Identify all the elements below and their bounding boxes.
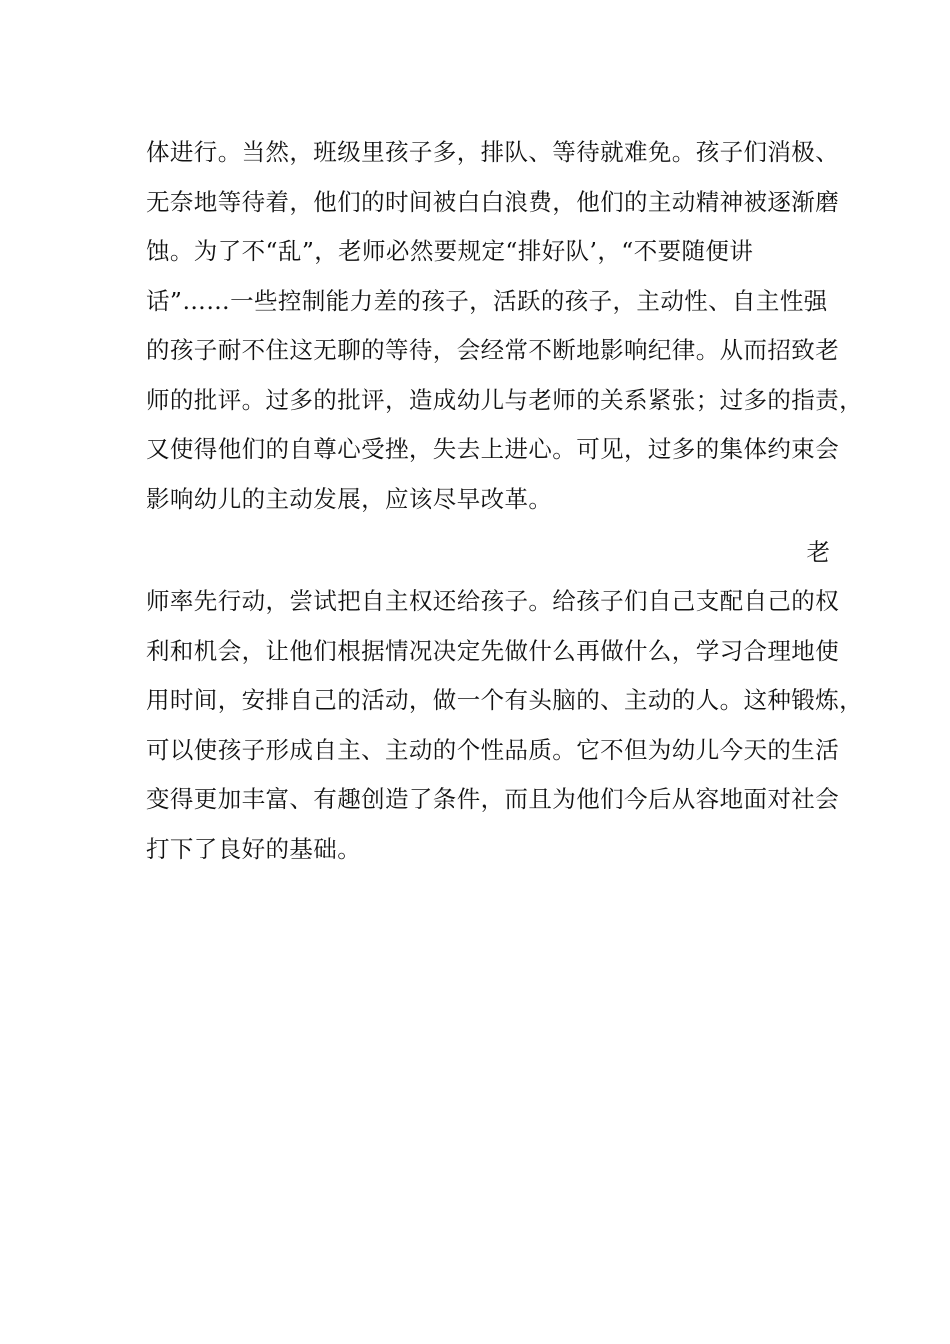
paragraph-2-line: 利和机会，让他们根据情况决定先做什么再做什么，学习合理地使 <box>146 636 840 665</box>
paragraph-1-line: 又使得他们的自尊心受挫，失去上进心。可见，过多的集体约束会 <box>146 435 840 463</box>
paragraph-1-line: 影响幼儿的主动发展，应该尽早改革。 <box>146 484 553 513</box>
paragraph-1-line: 师的批评。过多的批评，造成幼儿与老师的关系紧张；过多的指责， <box>146 385 863 414</box>
paragraph-1-line: 蚀。为了不“乱”，老师必然要规定“排好队’，“不要随便讲 <box>146 237 754 265</box>
right-aligned-character: 老 <box>806 538 830 566</box>
paragraph-2-line: 用时间，安排自己的活动，做一个有头脑的、主动的人。这种锻炼， <box>146 686 863 714</box>
paragraph-2-line: 打下了良好的基础。 <box>146 834 362 863</box>
paragraph-2-line: 变得更加丰富、有趣创造了条件，而且为他们今后从容地面对社会 <box>146 785 840 813</box>
paragraph-2-line: 师率先行动，尝试把自主权还给孩子。给孩子们自己支配自己的权 <box>146 587 840 615</box>
paragraph-1-line: 体进行。当然，班级里孩子多，排队、等待就难免。孩子们消极、 <box>146 138 840 166</box>
paragraph-1-line: 无奈地等待着，他们的时间被白白浪费，他们的主动精神被逐渐磨 <box>146 187 840 216</box>
paragraph-1 <box>146 132 863 528</box>
paragraph-1-line: 话”……一些控制能力差的孩子，活跃的孩子，主动性、自主性强 <box>146 286 828 315</box>
paragraph-1-line: 的孩子耐不住这无聊的等待，会经常不断地影响纪律。从而招致老 <box>146 336 840 364</box>
paragraph-2 <box>146 581 863 878</box>
paragraph-2-line: 可以使孩子形成自主、主动的个性品质。它不但为幼儿今天的生活 <box>146 735 840 764</box>
